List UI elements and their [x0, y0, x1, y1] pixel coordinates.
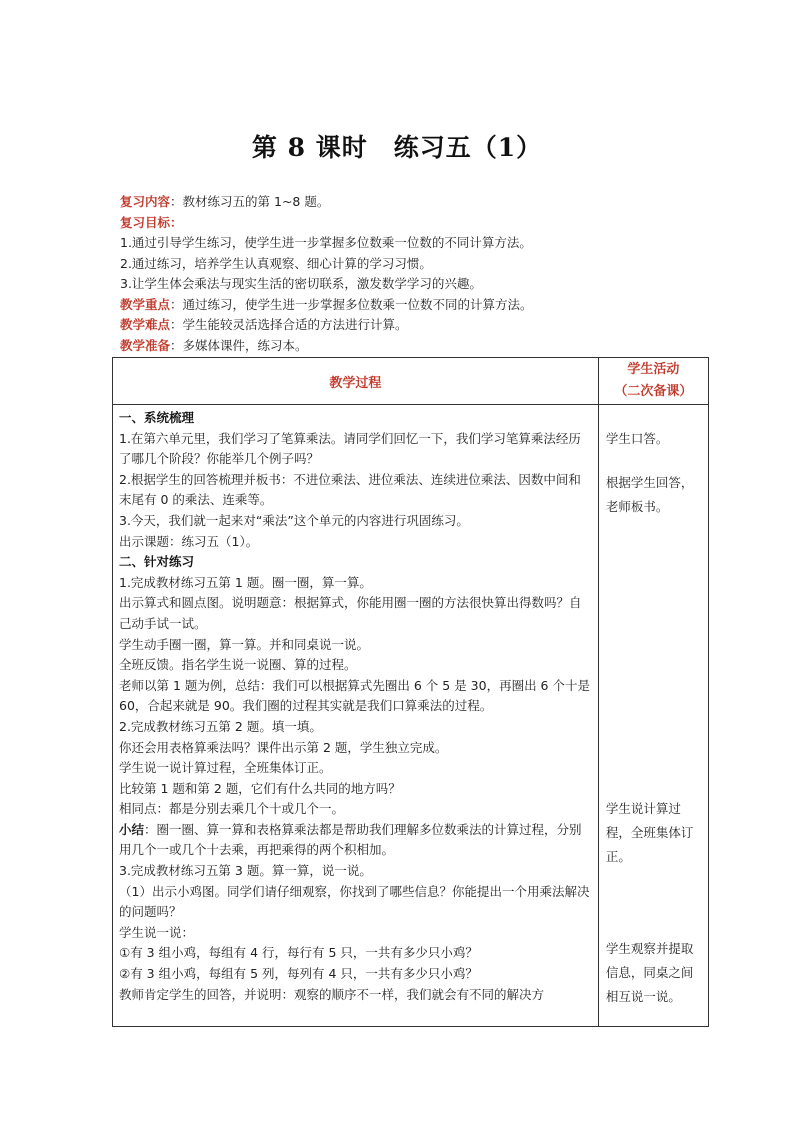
prep-line: [120, 336, 710, 357]
paragraph: 教师肯定学生的回答，并说明：观察的顺序不一样，我们就会有不同的解决方: [119, 986, 545, 1002]
header-activity-line2: （二次备课）: [614, 384, 693, 399]
activity-note: 根据学生回答，老师板书。: [605, 475, 694, 514]
goal-item: 3.让学生体会乘法与现实生活的密切联系，激发数学学习的兴趣。: [120, 276, 482, 291]
page-title: 第 8 课时 练习五（1）: [251, 133, 543, 162]
paragraph: 相同点：都是分别去乘几个十或几个一。: [119, 801, 345, 817]
paragraph: 比较第 1 题和第 2 题，它们有什么共同的地方吗？: [119, 780, 401, 796]
process-cell: [113, 405, 599, 1027]
difficulty-text: ：学生能较灵活选择合适的方法进行计算。: [170, 317, 408, 332]
review-goals-colon: ：: [170, 214, 183, 230]
summary-text: ：圈一圈、算一算和表格算乘法都是帮助我们理解多位数乘法的计算过程，分别用几个一或几个十去乘，再把乘得的两个积相加。: [119, 821, 582, 858]
paragraph: 出示算式和圆点图。说明题意：根据算式，你能用圈一圈的方法很快算出得数吗？自己动手试一试。: [119, 595, 582, 631]
review-content-line: [120, 192, 710, 213]
difficulty-line: [120, 315, 710, 336]
key-point-label: 教学重点: [120, 296, 171, 312]
review-content-text: ：教材练习五的第 1~8 题。: [170, 194, 330, 209]
paragraph: 你还会用表格算乘法吗？课件出示第 2 题，学生独立完成。: [119, 739, 448, 755]
paragraph: 学生动手圈一圈，算一算。并和同桌说一说。: [119, 636, 370, 652]
lesson-table: [112, 357, 709, 1027]
goal-item: 2.通过练习，培养学生认真观察、细心计算的学习习惯。: [120, 255, 432, 271]
paragraph: （1）出示小鸡图。同学们请仔细观察，你找到了哪些信息？你能提出一个用乘法解决的问题吗？: [119, 883, 590, 920]
header-process: 教学过程: [113, 358, 599, 405]
paragraph: 2.根据学生的回答梳理并板书：不进位乘法、进位乘法、连续进位乘法、因数中间和末尾有 0 的乘法、连乘等。: [119, 471, 581, 508]
review-content-label: 复习内容: [120, 194, 171, 209]
header-activity: [598, 358, 708, 405]
goal-item: 1.通过引导学生练习，使学生进一步掌握多位数乘一位数的不同计算方法。: [120, 235, 532, 250]
header-activity-line1: 学生活动: [627, 362, 680, 377]
lesson-meta: [120, 192, 710, 356]
summary-label: 小结: [119, 821, 145, 837]
paragraph: ①有 3 组小鸡，每组有 4 行，每行有 5 只，一共有多少只小鸡？: [119, 945, 478, 961]
paragraph: 出示课题：练习五（1）。: [119, 533, 259, 549]
paragraph: 老师以第 1 题为例，总结：我们可以根据算式先圈出 6 个 5 是 30，再圈出 6 个十是 60，合起来就是 90。我们圈的过程其实就是我们口算乘法的过程。: [119, 677, 590, 714]
key-point-text: ：通过练习，使学生进一步掌握多位数乘一位数不同的计算方法。: [170, 296, 533, 312]
paragraph: 1.完成教材练习五第 1 题。圈一圈，算一算。: [119, 574, 372, 590]
paragraph: 学生说一说计算过程，全班集体订正。: [119, 760, 332, 776]
prep-label: 教学准备: [120, 337, 171, 353]
paragraph: 2.完成教材练习五第 2 题。填一填。: [119, 718, 322, 734]
review-goals-line: [120, 213, 710, 234]
activity-note: 学生口答。: [605, 431, 669, 446]
section-heading: 二、针对练习: [119, 554, 195, 570]
paragraph: 学生说一说：: [119, 924, 195, 940]
activity-note: 学生说计算过程，全班集体订正。: [605, 801, 694, 864]
paragraph: 1.在第六单元里，我们学习了笔算乘法。请同学们回忆一下，我们学习笔算乘法经历了哪几个阶段？你能举几个例子吗？: [119, 430, 581, 467]
table-body-row: [113, 405, 709, 1027]
paragraph: 全班反馈。指名学生说一说圈、算的过程。: [119, 657, 357, 673]
section-heading: 一、系统梳理: [119, 410, 195, 425]
prep-text: ：多媒体课件，练习本。: [170, 337, 308, 353]
review-goals-label: 复习目标: [120, 214, 171, 230]
paragraph: 3.完成教材练习五第 3 题。算一算，说一说。: [119, 863, 372, 879]
summary-paragraph: [119, 820, 592, 861]
activity-cell: [598, 405, 708, 1027]
paragraph: 3.今天，我们就一起来对“乘法”这个单元的内容进行巩固练习。: [119, 512, 469, 528]
activity-note: 学生观察并提取信息，同桌之间相互说一说。: [605, 941, 694, 1004]
paragraph: ②有 3 组小鸡，每组有 5 列，每列有 4 只，一共有多少只小鸡？: [119, 966, 478, 982]
key-point-line: [120, 295, 710, 316]
table-header-row: [113, 358, 709, 405]
difficulty-label: 教学难点: [120, 317, 171, 332]
